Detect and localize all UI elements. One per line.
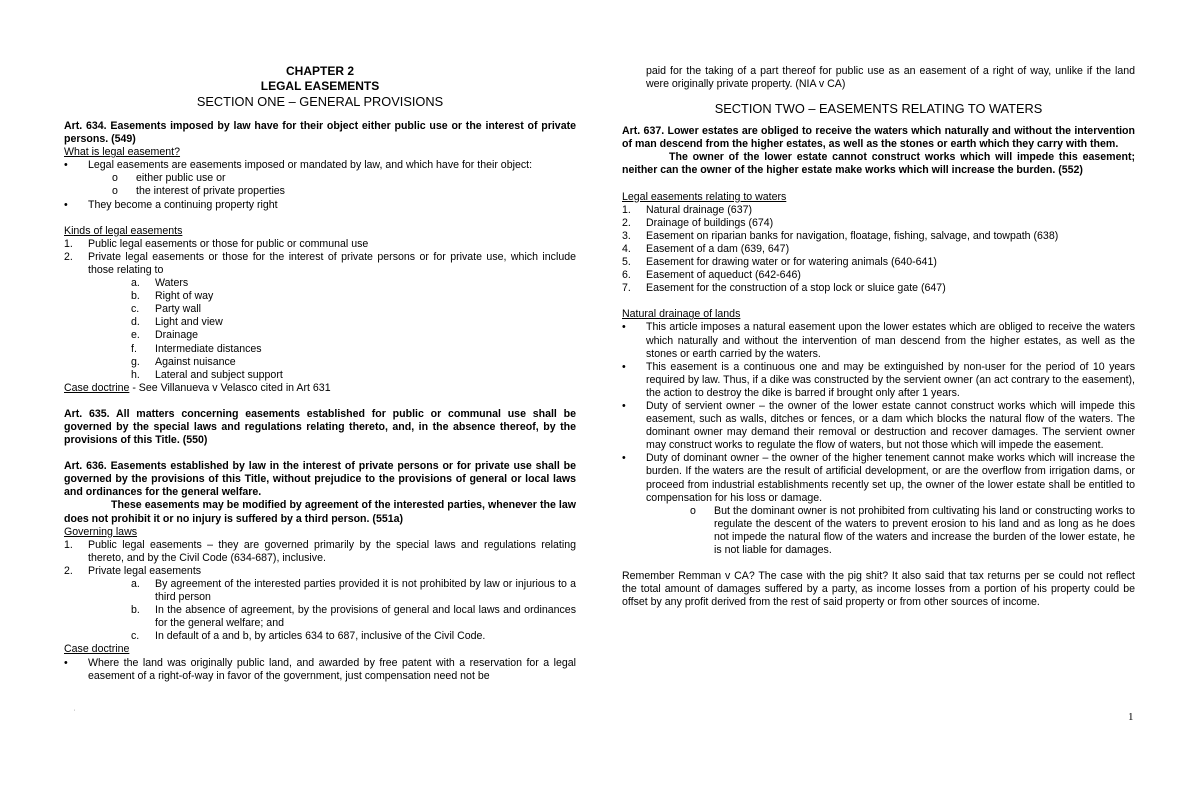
list-item: • This article imposes a natural easement upon the lower estates which are obliged to receive the waters which naturally and without the intervention of man descend from the higher estates, as well as the stones or earth carried by the waters. xyxy=(622,321,1135,360)
list-item: b. In the absence of agreement, by the provisions of general and local laws and ordinances for the general welfare; and xyxy=(131,604,576,630)
list-item: c. In default of a and b, by articles 634 to 687, inclusive of the Civil Code. xyxy=(131,630,486,643)
page-mark: ' xyxy=(74,710,76,716)
list-item: 1. Public legal easements or those for public or communal use xyxy=(64,237,369,250)
list-item: • Duty of servient owner – the owner of the lower estate cannot construct works which will impede this easement, such as walls, ditches or fences, or a dam which blocks the natural flow of the waters. The dominant owner may demand their removal or destruction and recover damages. The servient owner may construct works to regulate the flow of waters, but not those which will impede the easement. xyxy=(622,399,1135,452)
case-doctrine-heading: Case doctrine xyxy=(64,643,130,656)
list-item: • Duty of dominant owner – the owner of the higher tenement cannot make works which will increase the burden. If the waters are the result of artificial development, or are the overflow from irrigation dams, or proceed from industrial establishments recently set up, the owner of the lower estate shall be entitled to compensation for his loss or damage. xyxy=(622,452,1135,504)
list-item: 2. Private legal easements xyxy=(64,564,202,577)
right-column xyxy=(622,0,1135,609)
list-item: • Legal easements are easements imposed or mandated by law, and which have for their object: xyxy=(64,159,533,172)
list-item: • They become a continuing property right xyxy=(64,198,278,211)
list-item: • This easement is a continuous one and may be extinguished by non-user for the period of 10 years required by law. Thus, if a dike was constructed by the servient owner (an act contrary to the easement), the action to destroy the dike is barred if brought only after 1 years. xyxy=(622,360,1135,399)
list-item: d. Light and view xyxy=(131,316,223,329)
list-item: c. Party wall xyxy=(131,303,201,316)
continued-paragraph: paid for the taking of a part thereof for public use as an easement of a right of way, unlike if the land were originally private property. (NIA v CA) xyxy=(646,65,1135,91)
list-item: a. Waters xyxy=(131,277,189,290)
list-item: o the interest of private properties xyxy=(112,185,285,198)
list-item: e. Drainage xyxy=(131,329,198,342)
list-item: 3. Easement on riparian banks for navigation, floatage, fishing, salvage, and towpath (638) xyxy=(622,229,1059,242)
list-item: 1. Natural drainage (637) xyxy=(622,203,752,216)
list-item: 4. Easement of a dam (639, 647) xyxy=(622,242,790,255)
list-item: o But the dominant owner is not prohibited from cultivating his land or constructing works to regulate the descent of the waters to prevent erosion to his land and as long as he does not impede the natural flow of the waters and increase the burden of the lower estate, he is not liable for damages. xyxy=(690,504,1135,556)
article-637-paragraph-2: The owner of the lower estate cannot construct works which will impede this easement; neither can the owner of the higher estate make works which will increase the burden. (552) xyxy=(622,151,1135,177)
list-item: 2. Private legal easements or those for the interest of private persons or for private use, which include those relating to xyxy=(64,250,576,276)
section-one-heading: SECTION ONE – GENERAL PROVISIONS xyxy=(196,94,444,109)
list-item: g. Against nuisance xyxy=(131,355,236,368)
article-637: Art. 637. Lower estates are obliged to receive the waters which naturally and without the intervention of man descend from the higher estates, as well as the stones or earth which they carry with them. xyxy=(622,125,1135,151)
list-item: • Where the land was originally public land, and awarded by free patent with a reservation for a legal easement of a right-of-way in favor of the government, just compensation need not be xyxy=(64,656,576,682)
legal-easements-waters-heading: Legal easements relating to waters xyxy=(622,190,787,203)
remember-paragraph: Remember Remman v CA? The case with the pig shit? It also said that tax returns per se could not reflect the total amount of damages suffered by a party, as income losses from a portion of his property could be offset by any profit derived from the rest of said property or from other sources of income. xyxy=(622,570,1135,609)
list-item: 5. Easement for drawing water or for watering animals (640-641) xyxy=(622,256,937,269)
list-item: h. Lateral and subject support xyxy=(131,368,283,381)
left-column xyxy=(64,0,576,683)
what-is-legal-easement-heading: What is legal easement? xyxy=(64,146,181,159)
document-title: LEGAL EASEMENTS xyxy=(260,79,380,93)
list-item: f. Intermediate distances xyxy=(131,342,262,355)
list-item: 2. Drainage of buildings (674) xyxy=(622,216,774,229)
list-item: o either public use or xyxy=(112,172,226,185)
list-item: 1. Public legal easements – they are governed primarily by the special laws and regulations relating thereto, and by the Civil Code (634-687), inclusive. xyxy=(64,538,576,564)
kinds-sublist xyxy=(64,277,576,382)
natural-drainage-heading: Natural drainage of lands xyxy=(622,308,741,321)
governing-laws-heading: Governing laws xyxy=(64,525,138,538)
case-doctrine-line: Case doctrine - See Villanueva v Velasco cited in Art 631 xyxy=(64,381,331,394)
kinds-heading: Kinds of legal easements xyxy=(64,224,183,237)
list-item: a. By agreement of the interested parties provided it is not prohibited by law or injurious to a third person xyxy=(131,578,576,604)
article-635: Art. 635. All matters concerning easements established for public or communal use shall be governed by the special laws and regulations relating thereto, and, in the absence thereof, by the provisions of this Title. (550) xyxy=(64,407,576,447)
article-634: Art. 634. Easements imposed by law have for their object either public use or the interest of private persons. (549) xyxy=(64,120,576,146)
legal-easements-list xyxy=(622,204,1135,296)
chapter-heading: CHAPTER 2 xyxy=(285,64,354,78)
list-item: b. Right of way xyxy=(131,290,214,303)
section-two-heading: SECTION TWO – EASEMENTS RELATING TO WATERS xyxy=(714,101,1043,117)
list-item: 6. Easement of aqueduct (642-646) xyxy=(622,269,801,282)
article-636-paragraph-2: These easements may be modified by agreement of the interested parties, whenever the law does not prohibit it or no injury is suffered by a third person. (551a) xyxy=(64,499,576,525)
page-number: 1 xyxy=(1128,711,1134,723)
list-item: 7. Easement for the construction of a stop lock or sluice gate (647) xyxy=(622,282,946,295)
article-636: Art. 636. Easements established by law in the interest of private persons or for private use shall be governed by the provisions of this Title, without prejudice to the provisions of general or local laws and ordinances for the general welfare. xyxy=(64,460,576,499)
